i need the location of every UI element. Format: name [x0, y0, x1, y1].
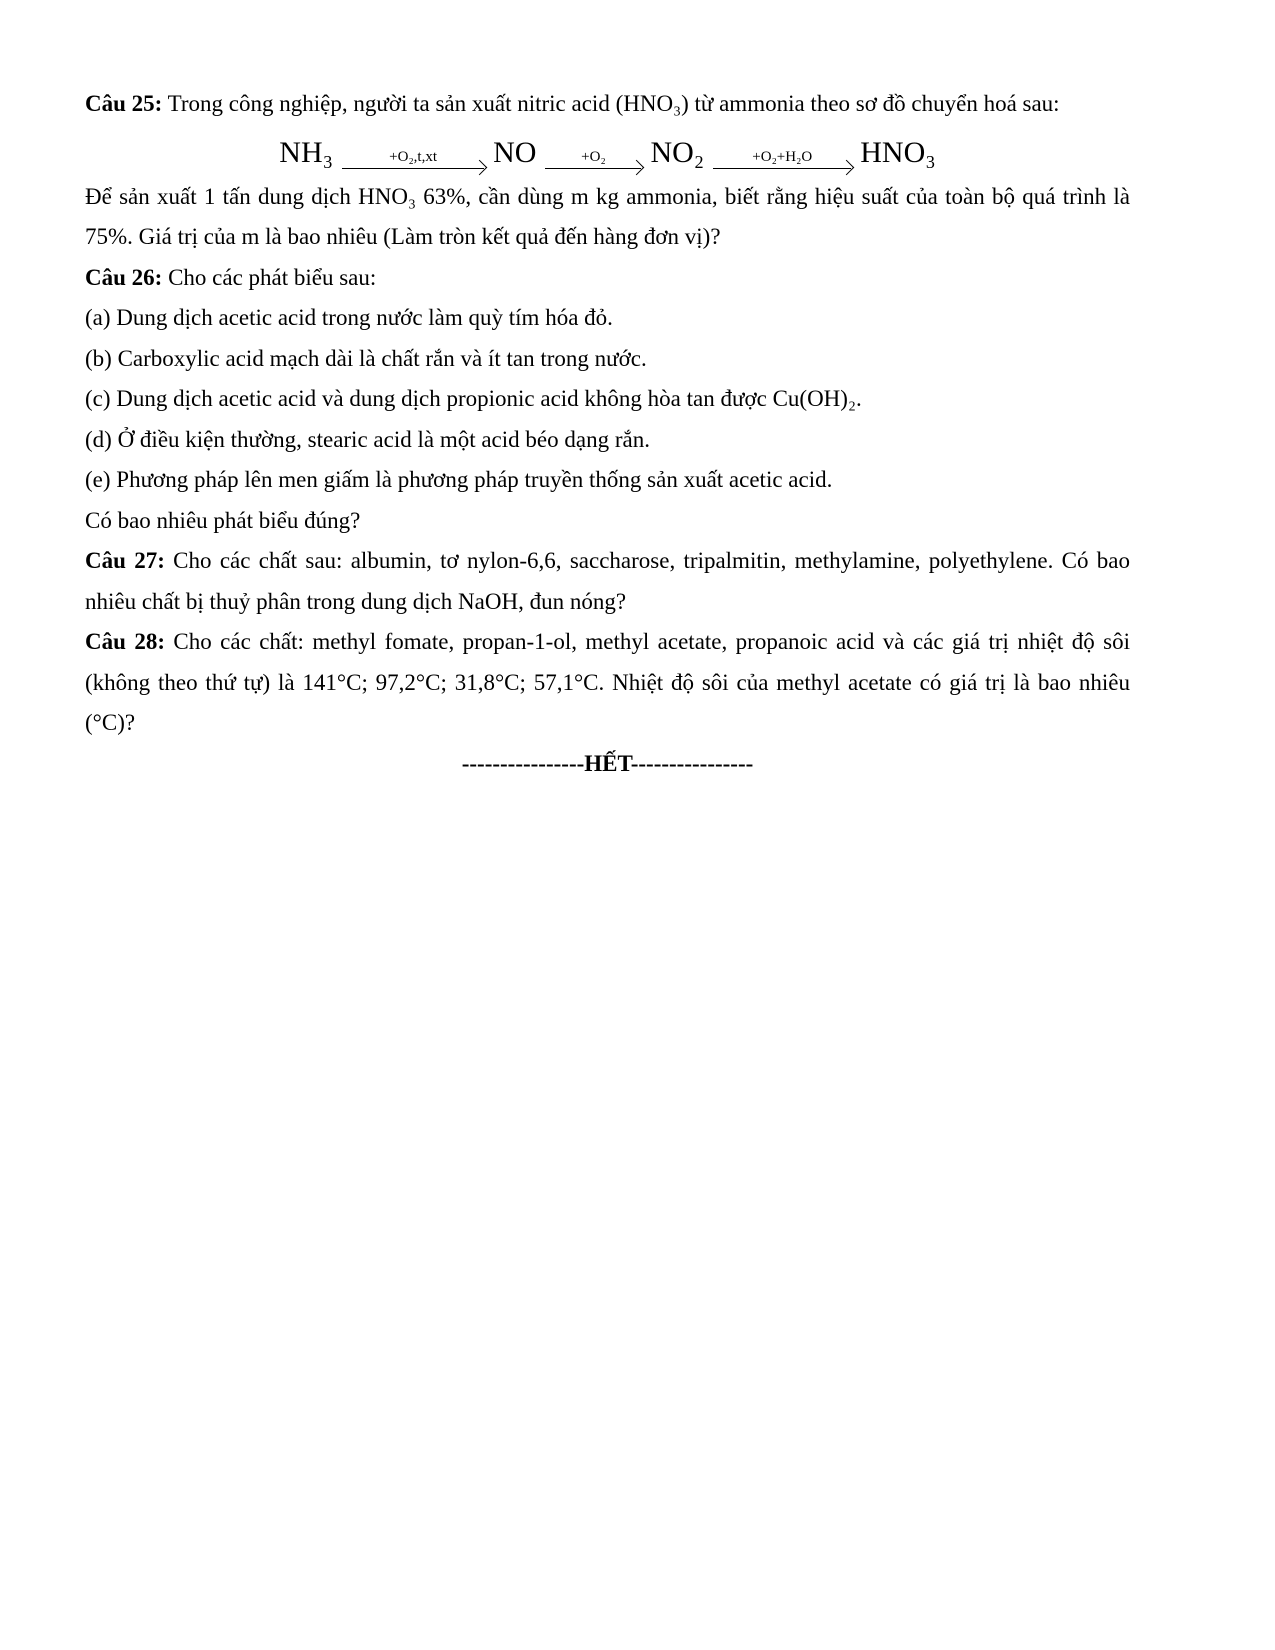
question-25-label: Câu 25: — [85, 91, 163, 116]
arrow-2-condition-label: +O₂ — [581, 149, 606, 165]
question-27-text: Cho các chất sau: albumin, tơ nylon-6,6, saccharose, tripalmitin, methylamine, polyethylene. Có bao nhiêu chất bị thuỷ phân trong dung dịch NaOH, đun nóng? — [85, 548, 1130, 614]
compound-hno3: HNO₃ — [860, 135, 936, 169]
compound-no2: NO₂ — [650, 135, 705, 169]
question-28-label: Câu 28: — [85, 629, 165, 654]
statement-a: (a) Dung dịch acetic acid trong nước làm quỳ tím hóa đỏ. — [85, 305, 613, 330]
compound-no: NO — [493, 135, 537, 169]
question-25-body: Để sản xuất 1 tấn dung dịch HNO₃ 63%, cần dùng m kg ammonia, biết rằng hiệu suất của toàn bộ quá trình là 75%. Giá trị của m là bao nhiêu (Làm tròn kết quả đến hàng đơn vị)? — [85, 183, 1130, 249]
question-26-question: Có bao nhiêu phát biểu đúng? — [85, 507, 361, 533]
question-27 — [85, 541, 1130, 622]
question-26-intro — [85, 258, 1130, 299]
question-27-label: Câu 27: — [85, 548, 165, 573]
reaction-step-3 — [713, 136, 851, 169]
right-arrow-icon — [342, 168, 484, 169]
right-arrow-icon — [713, 168, 851, 169]
exam-content — [0, 0, 1275, 784]
end-marker: ----------------HẾT---------------- — [461, 750, 754, 776]
question-25-intro-text: Trong công nghiệp, người ta sản xuất nitric acid (HNO₃) từ ammonia theo sơ đồ chuyển hoá sau: — [162, 91, 1060, 116]
reaction-step-2 — [545, 136, 641, 169]
right-arrow-icon — [545, 168, 641, 169]
reaction-step-1 — [342, 136, 484, 169]
question-26-intro-text: Cho các phát biểu sau: — [162, 264, 377, 290]
question-25-intro — [85, 84, 1130, 125]
statement-d: (d) Ở điều kiện thường, stearic acid là một acid béo dạng rắn. — [85, 426, 650, 452]
compound-nh3: NH₃ — [279, 135, 334, 169]
statement-c: (c) Dung dịch acetic acid và dung dịch propionic acid không hòa tan được Cu(OH)₂. — [85, 386, 862, 411]
statement-b: (b) Carboxylic acid mạch dài là chất rắn và ít tan trong nước. — [85, 345, 647, 371]
statement-e: (e) Phương pháp lên men giấm là phương pháp truyền thống sản xuất acetic acid. — [85, 467, 833, 492]
question-28-text: Cho các chất: methyl fomate, propan-1-ol, methyl acetate, propanoic acid và các giá trị nhiệt độ sôi (không theo thứ tự) là 141°C; 97,2°C; 31,8°C; 57,1°C. Nhiệt độ sôi của methyl acetate có giá trị là bao nhiêu (°C)? — [85, 629, 1130, 735]
arrow-1-condition-label: +O₂,t,xt — [389, 149, 438, 165]
question-28 — [85, 622, 1130, 744]
question-26-label: Câu 26: — [85, 264, 163, 290]
reaction-scheme — [85, 134, 1130, 172]
arrow-3-condition-label: +O₂+H₂O — [752, 149, 813, 165]
